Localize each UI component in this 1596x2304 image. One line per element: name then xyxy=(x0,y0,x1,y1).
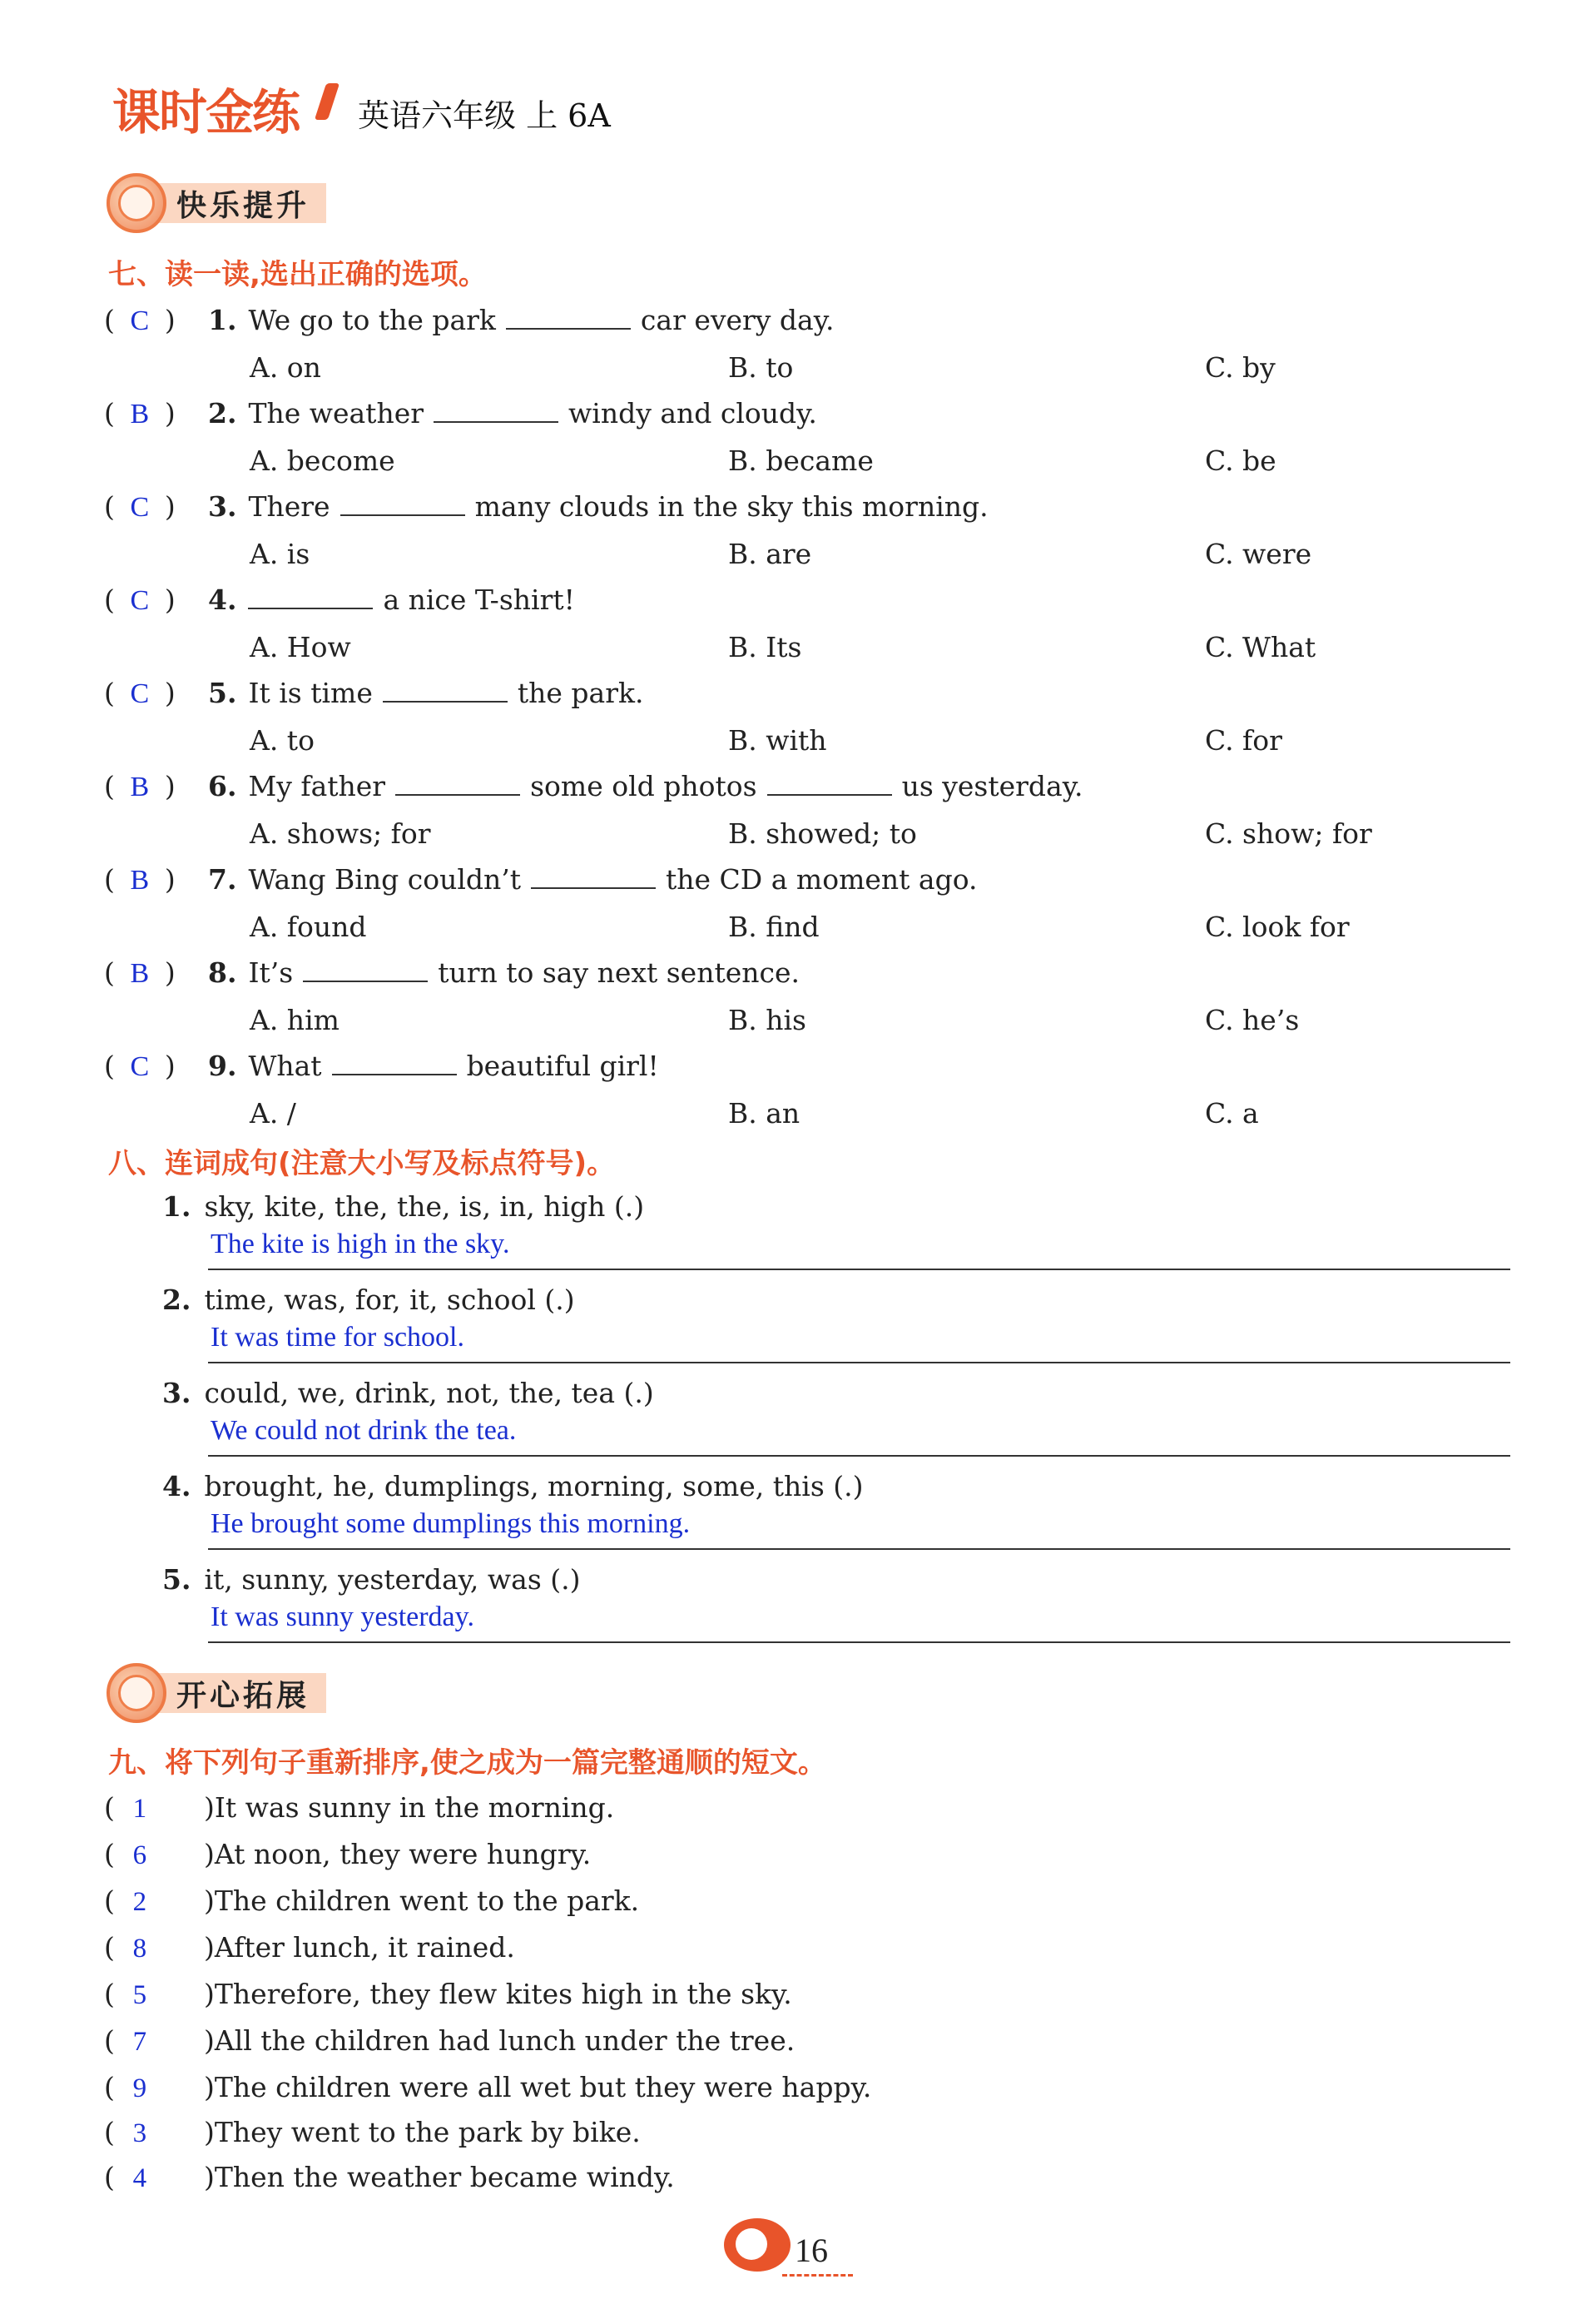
question-row: ( B ) 8. It’s turn to say next sentence. xyxy=(104,956,800,989)
brand-logo: 课时金练 xyxy=(112,84,300,141)
option-c: C. for xyxy=(1205,724,1282,757)
sentence-row: ( 8 )After lunch, it rained. xyxy=(104,1931,515,1964)
option-c: C. What xyxy=(1205,631,1316,663)
question-row: ( C ) 9. What beautiful girl! xyxy=(104,1050,659,1082)
option-a: A. to xyxy=(250,724,315,757)
option-b: B. to xyxy=(728,351,794,384)
page-number-icon xyxy=(724,2218,791,2272)
option-b: B. became xyxy=(728,444,874,477)
option-b: B. are xyxy=(728,538,812,570)
answer-text: The kite is high in the sky. xyxy=(211,1229,510,1259)
question-row: ( C ) 5. It is time the park. xyxy=(104,677,644,709)
page-number: 16 xyxy=(795,2232,828,2269)
option-c: C. be xyxy=(1205,444,1276,477)
sentence-row: ( 1 )It was sunny in the morning. xyxy=(104,1791,615,1824)
option-c: C. he’s xyxy=(1205,1004,1300,1036)
answer-line xyxy=(208,1455,1510,1457)
option-a: A. is xyxy=(250,538,310,570)
option-a: A. found xyxy=(250,911,367,943)
sentence-row: ( 6 )At noon, they were hungry. xyxy=(104,1838,592,1870)
word-list: 5. it, sunny, yesterday, was (.) xyxy=(162,1563,581,1596)
option-c: C. show; for xyxy=(1205,817,1372,850)
badge-dolphin-icon xyxy=(107,1663,166,1723)
question-row: ( C ) 3. There many clouds in the sky this morning. xyxy=(104,490,989,523)
sentence-row: ( 5 )Therefore, they flew kites high in the sky. xyxy=(104,1978,792,2010)
option-c: C. were xyxy=(1205,538,1312,570)
option-b: B. Its xyxy=(728,631,802,663)
option-b: B. an xyxy=(728,1097,800,1130)
option-b: B. showed; to xyxy=(728,817,917,850)
question-row: ( C ) 4. a nice T-shirt! xyxy=(104,583,575,616)
page-number-underline xyxy=(782,2274,853,2277)
option-b: B. find xyxy=(728,911,820,943)
section-badge-fun-expand xyxy=(107,1663,326,1723)
option-c: C. look for xyxy=(1205,911,1350,943)
sentence-row: ( 9 )The children were all wet but they were happy. xyxy=(104,2071,872,2103)
answer-blank xyxy=(506,327,631,330)
answer-text: He brought some dumplings this morning. xyxy=(211,1508,691,1539)
answer-line xyxy=(208,1548,1510,1550)
question-row: ( B ) 6. My father some old photos us yesterday. xyxy=(104,770,1083,802)
answer-line xyxy=(208,1641,1510,1643)
answer-text: C xyxy=(130,305,150,336)
word-list: 4. brought, he, dumplings, morning, some, this (.) xyxy=(162,1470,864,1502)
section-badge-happy-up xyxy=(107,173,326,233)
option-c: C. by xyxy=(1205,351,1276,384)
badge-cake-icon xyxy=(107,173,166,233)
question-row: ( B ) 2. The weather windy and cloudy. xyxy=(104,397,817,430)
option-a: A. How xyxy=(250,631,351,663)
option-a: A. him xyxy=(250,1004,340,1036)
answer-line xyxy=(208,1269,1510,1270)
answer-text: It was sunny yesterday. xyxy=(211,1601,474,1632)
answer-line xyxy=(208,1362,1510,1363)
option-a: A. shows; for xyxy=(250,817,431,850)
option-a: A. / xyxy=(250,1097,296,1130)
brand-slash-mark xyxy=(315,83,340,120)
sentence-row: ( 3 )They went to the park by bike. xyxy=(104,2116,641,2148)
badge-label: 快乐提升 xyxy=(150,183,326,223)
section9-title: 九、将下列句子重新排序,使之成为一篇完整通顺的短文。 xyxy=(108,1746,826,1780)
section7-title: 七、读一读,选出正确的选项。 xyxy=(108,258,487,291)
option-b: B. his xyxy=(728,1004,806,1036)
sentence-row: ( 4 )Then the weather became windy. xyxy=(104,2161,675,2193)
option-a: A. become xyxy=(250,444,395,477)
book-info: 英语六年级 上 6A xyxy=(358,97,611,134)
option-c: C. a xyxy=(1205,1097,1259,1130)
badge-label: 开心拓展 xyxy=(150,1673,326,1713)
word-list: 2. time, was, for, it, school (.) xyxy=(162,1284,575,1316)
answer-text: It was time for school. xyxy=(211,1322,464,1353)
answer-text: We could not drink the tea. xyxy=(211,1415,517,1446)
answer-bracket: ( C ) xyxy=(104,304,176,336)
sentence-row: ( 2 )The children went to the park. xyxy=(104,1884,640,1917)
word-list: 3. could, we, drink, not, the, tea (.) xyxy=(162,1377,654,1409)
sentence-row: ( 7 )All the children had lunch under the tree. xyxy=(104,2024,796,2057)
question-row: ( C ) 1. We go to the park car every day. xyxy=(104,304,835,336)
section8-title: 八、连词成句(注意大小写及标点符号)。 xyxy=(108,1147,616,1180)
option-b: B. with xyxy=(728,724,827,757)
question-row: ( B ) 7. Wang Bing couldn’t the CD a moment ago. xyxy=(104,863,978,896)
option-a: A. on xyxy=(250,351,321,384)
word-list: 1. sky, kite, the, the, is, in, high (.) xyxy=(162,1190,645,1223)
